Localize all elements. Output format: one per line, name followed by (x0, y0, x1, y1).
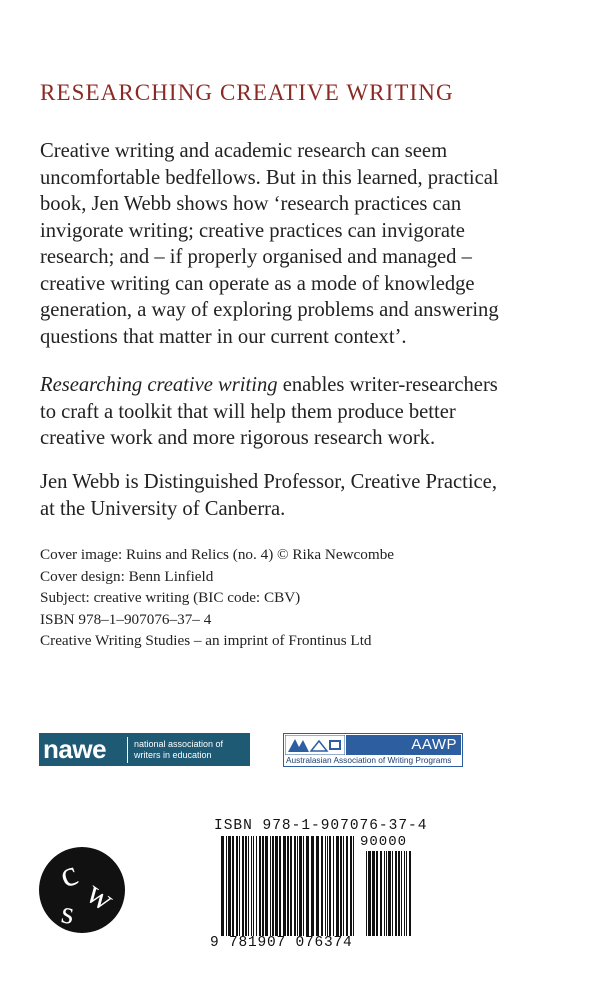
credit-isbn: ISBN 978–1–907076–37– 4 (40, 610, 212, 628)
barcode-bar (398, 851, 400, 936)
barcode-bar (395, 851, 397, 936)
bio-line: at the University of Canberra. (40, 497, 286, 520)
svg-text:s: s (58, 893, 78, 932)
barcode-bar (245, 836, 247, 936)
blurb-line: research; and – if properly organised and managed – (40, 246, 472, 268)
barcode-bar (232, 836, 234, 936)
barcode-bar (343, 836, 344, 936)
barcode-bar (353, 836, 354, 936)
svg-text:w: w (79, 874, 121, 919)
barcode-bar (311, 836, 314, 936)
blurb-line: to craft a toolkit that will help them produce better (40, 400, 456, 423)
credits-block (40, 544, 394, 652)
barcode-bar (270, 836, 271, 936)
barcode-bar (279, 836, 281, 936)
barcode-bar (226, 836, 227, 936)
barcode-bar (380, 851, 382, 936)
barcode-bar (372, 851, 375, 936)
blurb-line: book, Jen Webb shows how ‘research practices can (40, 193, 462, 215)
barcode-addon-digits: 90000 (360, 834, 408, 850)
blurb-paragraph-2 (40, 372, 570, 452)
author-bio (40, 469, 570, 522)
barcode-bar (306, 836, 309, 936)
blurb-paragraph-1 (40, 138, 570, 350)
aawp-subtitle: Australasian Association of Writing Programs (286, 755, 452, 765)
barcode-bar (336, 836, 339, 936)
barcode-ean-digits: 9 781907 076374 (210, 935, 353, 951)
barcode-bar (299, 836, 302, 936)
blurb-line: uncomfortable bedfellows. But in this learned, practical (40, 166, 499, 189)
barcode-main (221, 836, 356, 936)
barcode-bar (384, 851, 385, 936)
barcode-bar (248, 836, 249, 936)
credit-subject: Subject: creative writing (BIC code: CBV) (40, 589, 301, 607)
aawp-logo (283, 733, 463, 767)
barcode-isbn-label: ISBN 978-1-907076-37-4 (214, 818, 428, 834)
barcode-bar (259, 836, 261, 936)
barcode-addon (366, 851, 414, 936)
barcode-bar (406, 851, 407, 936)
nawe-subtitle (128, 739, 223, 761)
italic-book-title: Researching creative writing (40, 374, 278, 396)
barcode-bar (388, 851, 391, 936)
barcode-bar (221, 836, 224, 936)
barcode-bar (242, 836, 244, 936)
credit-cover-design: Cover design: Benn Linfield (40, 567, 214, 585)
barcode-bar (303, 836, 304, 936)
barcode-bar (256, 836, 257, 936)
barcode-bar (239, 836, 240, 936)
barcode-bar (340, 836, 342, 936)
barcode-bar (275, 836, 278, 936)
svg-text:c: c (54, 852, 83, 896)
csw-monogram-seal-icon (38, 846, 126, 934)
barcode-bar (376, 851, 378, 936)
barcode-bar (236, 836, 238, 936)
barcode-bar (321, 836, 323, 936)
barcode-bar (401, 851, 402, 936)
blurb-line: generation, a way of exploring problems and answering (40, 299, 499, 321)
credit-cover-image: Cover image: Ruins and Relics (no. 4) © Rika Newcombe (40, 546, 395, 563)
barcode-bar (290, 836, 292, 936)
barcode-bar (228, 836, 231, 936)
barcode-bar (253, 836, 254, 936)
barcode-bar (262, 836, 264, 936)
barcode-bar (287, 836, 289, 936)
barcode-bar (346, 836, 348, 936)
barcode-bar (329, 836, 331, 936)
bio-line: Jen Webb is Distinguished Professor, Creative Practice, (40, 471, 497, 493)
nawe-wordmark: nawe (43, 734, 107, 764)
blurb-line: invigorate writing; creative practices can invigorate (40, 219, 465, 242)
barcode-bar (366, 851, 367, 936)
book-title: RESEARCHING CREATIVE WRITING (40, 80, 454, 105)
blurb-line: creative work and more rigorous research work. (40, 427, 436, 449)
barcode-bar (325, 836, 326, 936)
barcode-bar (386, 851, 387, 936)
barcode-bar (297, 836, 298, 936)
aawp-emblem-icon (285, 735, 345, 755)
blurb-line: Creative writing and academic research can seem (40, 140, 448, 162)
barcode-bar (350, 836, 352, 936)
barcode-bar (368, 851, 371, 936)
nawe-subtitle-line: writers in education (134, 749, 212, 760)
barcode-bar (409, 851, 411, 936)
nawe-subtitle-line: national association of (134, 738, 224, 749)
blurb-line (40, 372, 570, 399)
barcode-bar (294, 836, 296, 936)
blurb-line: creative writing can operate as a mode of knowledge (40, 272, 475, 295)
barcode-bar (404, 851, 405, 936)
barcode-bar (272, 836, 274, 936)
nawe-logo (39, 733, 250, 766)
blurb-line-rest: enables writer-researchers (277, 374, 498, 396)
barcode-bar (265, 836, 268, 936)
credit-imprint: Creative Writing Studies – an imprint of Frontinus Ltd (40, 632, 372, 650)
barcode-bar (316, 836, 319, 936)
barcode-bar (327, 836, 328, 936)
barcode-bar (251, 836, 252, 936)
barcode-bar (392, 851, 393, 936)
blurb-line: questions that matter in our current context’. (40, 325, 407, 348)
barcode-bar (283, 836, 286, 936)
barcode-bar (333, 836, 334, 936)
aawp-acronym: AAWP (346, 735, 461, 755)
